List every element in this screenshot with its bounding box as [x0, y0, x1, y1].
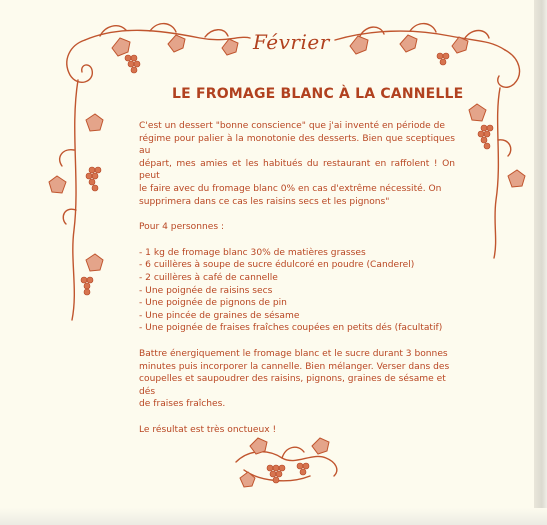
conclusion-line: Le résultat est très onctueux ! [139, 424, 277, 435]
intro-paragraph [139, 120, 455, 208]
ingredient-item: - Une poignée de fraises fraîches coupées en petits dés (facultatif) [139, 323, 443, 334]
method-line: Battre énergiquement le fromage blanc et le sucre durant 3 bonnes [139, 348, 448, 359]
ingredient-item: - Une poignée de pignons de pin [139, 298, 287, 309]
ingredient-item: - 1 kg de fromage blanc 30% de matières grasses [139, 247, 366, 258]
method-line: minutes puis incorporer la cannelle. Bien mélanger. Verser dans des [139, 361, 450, 372]
intro-line: régime pour palier à la monotonie des desserts. Bien que sceptiques au [139, 133, 455, 157]
ingredient-item: - Une pincée de graines de sésame [139, 310, 300, 321]
ingredient-item: - Une poignée de raisins secs [139, 285, 273, 296]
method-paragraph [139, 348, 455, 411]
servings-line: Pour 4 personnes : [139, 222, 225, 233]
intro-line: supprimera dans ce cas les raisins secs et les pignons" [139, 196, 390, 207]
method-line: de fraises fraîches. [139, 399, 226, 410]
intro-line: le faire avec du fromage blanc 0% en cas d'extrême nécessité. On [139, 183, 442, 194]
ingredient-item: - 2 cuillères à café de cannelle [139, 272, 278, 283]
intro-line: C'est un dessert "bonne conscience" que j'ai inventé en période de [139, 121, 446, 131]
recipe-title: LE FROMAGE BLANC À LA CANNELLE [172, 86, 464, 102]
month-heading: Février [253, 30, 330, 54]
method-line: coupelles et saupoudrer des raisins, pignons, graines de sésame et dés [139, 374, 446, 397]
recipe-body [139, 120, 455, 436]
ingredient-list [139, 247, 455, 335]
intro-line: départ, mes amies et les habitués du restaurant en raffolent ! On peut [139, 158, 455, 182]
ingredient-item: - 6 cuillères à soupe de sucre édulcoré en poudre (Canderel) [139, 260, 415, 271]
